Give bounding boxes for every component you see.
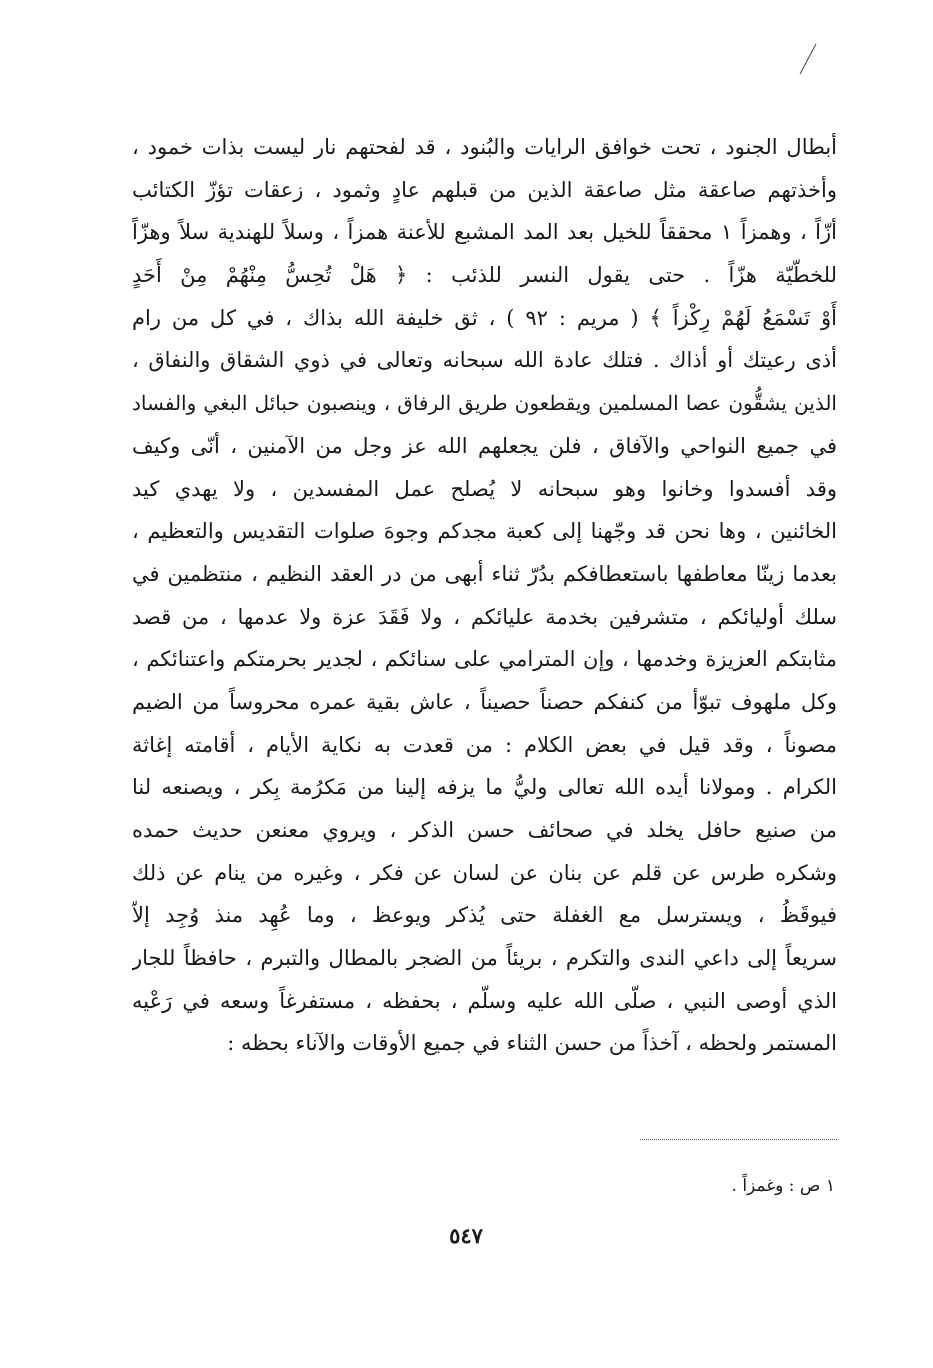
text-line-13: مثابتكم العزيزة وخدمها ، وإن المترامي على سنائكم ، لجدير بحرمتكم واعتنائكم ، xyxy=(132,647,837,672)
text-line-6: أذى رعيتك أو أذاك . فتلك عادة الله سبحانه وتعالى في ذوي الشقاق والنفاق ، xyxy=(132,348,837,373)
text-line-1: أبطال الجنود ، تحت خوافق الرايات والبُنود ، قد لفحتهم نار ليست بذات خمود ، xyxy=(132,135,837,159)
text-line-17: من صنيع حافل يخلد في صحائف حسن الذكر ، ويروي معنعن حديث حمده xyxy=(132,818,837,842)
text-line-14: وكل ملهوف تبوّأ من كنفكم حصناً حصيناً ، عاش بقية عمره محروساً من الضيم xyxy=(132,689,837,714)
text-line-15: مصوناً ، وقد قيل في بعض الكلام : من قعدت به نكاية الأيام ، أقامته إغاثة xyxy=(132,732,837,757)
stray-pen-mark xyxy=(796,42,818,78)
text-line-21: الذي أوصى النبي ، صلّى الله عليه وسلّم ، بحفظه ، مستفرغاً وسعه في رَعْيه xyxy=(132,988,837,1013)
text-line-5: أَوْ تَسْمَعُ لَهُمْ رِكْزاً ﴾ ( مريم : ٩٢ ) ، ثق خليفة الله بذاك ، في كل من رام xyxy=(132,305,837,330)
footnote: ١ ص : وغمزاً . xyxy=(731,1176,835,1196)
text-line-22: المستمر ولحظه ، آخذاً من حسن الثناء في جميع الأوقات والآناء بحظه : xyxy=(227,1031,837,1056)
text-line-18: وشكره طرس عن قلم عن بنان عن لسان عن فكر ، وغيره من ينام عن ذلك xyxy=(132,860,837,885)
page-number: ٥٤٧ xyxy=(449,1223,483,1248)
text-line-7: الذين يشقُّون عصا المسلمين ويقطعون طريق الرفاق ، وينصبون حبائل البغي والفساد xyxy=(132,391,837,416)
text-line-2: وأخذتهم صاعقة مثل صاعقة الذين من قبلهم عادٍ وثمود ، زعقات تؤزّ الكتائب xyxy=(132,177,837,202)
text-line-19: فيوقَظُ ، ويسترسل مع الغفلة حتى يُذكر ويوعظ ، وما عُهِد منذ وُجِد إلاّ xyxy=(132,903,837,928)
text-line-4: للخطّيّة هزّاً . حتى يقول النسر للذئب : ﴿ هَلْ تُحِسُّ مِنْهُمْ مِنْ أَحَدٍ xyxy=(132,263,837,288)
main-text-block xyxy=(132,126,837,1065)
text-line-12: سلك أوليائكم ، متشرفين بخدمة عليائكم ، ولا فَقَدَ عزة ولا عدمها ، من قصد xyxy=(132,604,837,629)
text-line-8: في جميع النواحي والآفاق ، فلن يجعلهم الله عز وجل من الآمنين ، أنّى وكيف xyxy=(132,433,837,458)
footnote-divider xyxy=(640,1139,837,1140)
text-line-10: الخائنين ، وها نحن قد وجّهنا إلى كعبة مجدكم وجوهَ صلوات التقديس والتعظيم ، xyxy=(132,519,837,544)
text-line-11: بعدما زينّا معاطفها باستعطافكم بدُرّ ثناء أبهى من در العقد النظيم ، منتظمين في xyxy=(132,561,837,586)
text-line-16: الكرام . ومولانا أيده الله تعالى وليُّ ما يزفه إلينا من مَكرُمة بِكر ، ويصنعه لنا xyxy=(132,775,837,800)
text-line-9: وقد أفسدوا وخانوا وهو سبحانه لا يُصلح عمل المفسدين ، ولا يهدي كيد xyxy=(132,476,837,501)
text-line-20: سريعاً إلى داعي الندى والتكرم ، بريئاً من الضجر بالمطال والتبرم ، حافظاً للجار xyxy=(132,946,837,971)
text-line-3: أزّاً ، وهمزاً ١ محققاً للخيل بعد المد المشبع للأعنة همزاً ، وسلاً للهندية سلاً وهزّاً xyxy=(132,220,837,245)
